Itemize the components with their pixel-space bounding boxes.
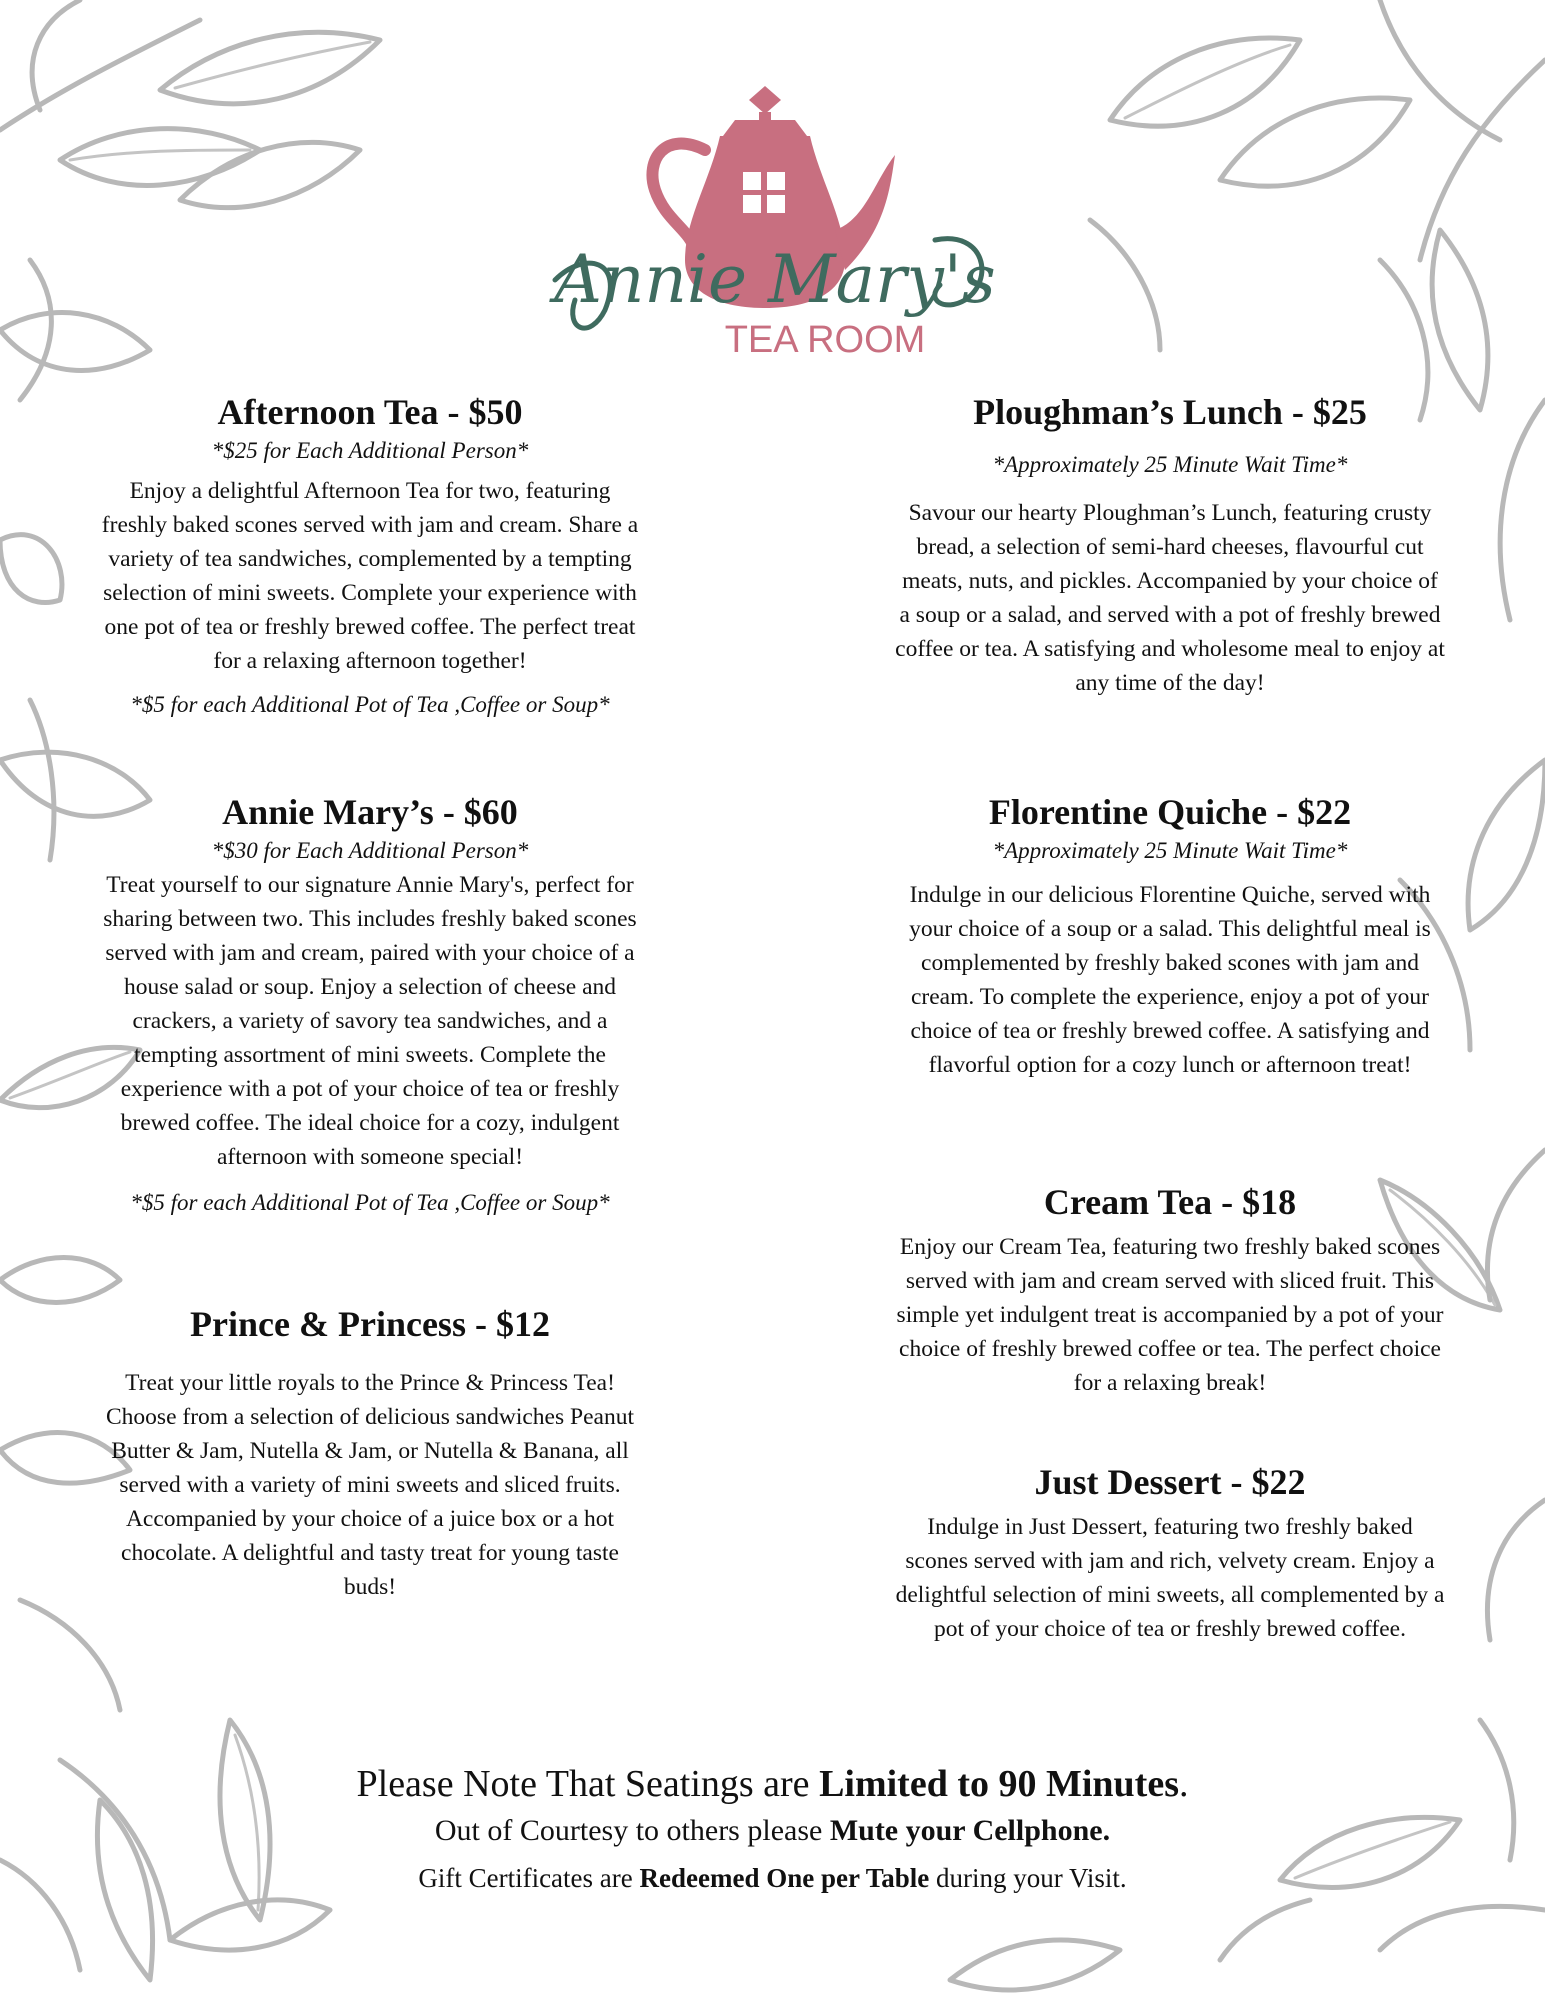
item-wait-note: *Approximately 25 Minute Wait Time* — [992, 838, 1348, 863]
item-description: Enjoy our Cream Tea, featuring two freshly baked scones served with jam and cream served with sliced fruit. This simple yet indulgent treat is accompanied by a pot of your choice of freshly brewed coffee or tea. The perfect choice for a relaxing break! — [896, 1234, 1444, 1396]
teapot-logo-icon — [545, 80, 1005, 370]
notice-text: Gift Certificates are — [418, 1863, 640, 1893]
item-title: Ploughman’s Lunch - $25 — [973, 392, 1367, 432]
leaf-sprig-top-left — [0, 0, 380, 400]
item-title: Prince & Princess - $12 — [190, 1304, 550, 1344]
menu-item-ploughmans-lunch — [895, 390, 1445, 700]
menu-item-just-dessert — [895, 1460, 1445, 1646]
notice-text: . — [1179, 1763, 1189, 1805]
item-description: Treat your little royals to the Prince & Princess Tea! Choose from a selection of delicious sandwiches Peanut Butter & Jam, Nutella & Jam, or Nutella & Banana, all served with a variety of mini sweets and sliced fruits. Accompanied by your choice of a juice box or a hot chocolate. A delightful and tasty treat for young taste buds! — [106, 1370, 634, 1600]
leaf-sprig-top-right — [1090, 0, 1545, 420]
notice-emphasis: Redeemed One per Table — [639, 1863, 930, 1893]
brand-logo — [545, 80, 1005, 370]
item-description: Enjoy a delightful Afternoon Tea for two, featuring freshly baked scones served with jam and cream. Share a variety of tea sandwiches, complemented by a tempting selection of mini sweets. Complete your experience with one pot of tea or freshly brewed coffee. The perfect treat for a relaxing afternoon together! — [101, 478, 639, 674]
item-wait-note: *Approximately 25 Minute Wait Time* — [992, 452, 1348, 477]
notice-text: Out of Courtesy to others please — [434, 1814, 830, 1847]
item-extra-note: *$5 for each Additional Pot of Tea ,Coffee or Soup* — [130, 1190, 610, 1215]
notice-text: during your Visit. — [929, 1863, 1127, 1893]
menu-item-annie-marys — [95, 790, 645, 1220]
item-title: Just Dessert - $22 — [1034, 1462, 1306, 1502]
menu-item-prince-princess — [95, 1302, 645, 1604]
seating-limit-notice — [0, 1760, 1545, 1808]
notice-text: Please Note That Seatings are — [356, 1763, 820, 1805]
item-description: Indulge in our delicious Florentine Quiche, served with your choice of a soup or a salad. This delightful meal is complemented by freshly baked scones with jam and cream. To complete the experience, enjoy a pot of your choice of tea or freshly brewed coffee. A satisfying and flavorful option for a cozy lunch or afternoon treat! — [909, 882, 1431, 1078]
item-price-note: *$30 for Each Additional Person* — [211, 838, 529, 863]
item-price-note: *$25 for Each Additional Person* — [211, 438, 529, 463]
item-description: Treat yourself to our signature Annie Mary's, perfect for sharing between two. This includes freshly baked scones served with jam and cream, paired with your choice of a house salad or soup. Enjoy a selection of cheese and crackers, a variety of savory tea sandwiches, and a tempting assortment of mini sweets. Complete the experience with a pot of your choice of tea or freshly brewed coffee. The ideal choice for a cozy, indulgent afternoon with someone special! — [103, 872, 637, 1170]
brand-subtitle: TEA ROOM — [724, 319, 926, 361]
item-title: Florentine Quiche - $22 — [988, 792, 1352, 832]
brand-name: Annie Mary's — [554, 241, 996, 318]
item-description: Savour our hearty Ploughman’s Lunch, featuring crusty bread, a selection of semi-hard cheeses, flavourful cut meats, nuts, and pickles. Accompanied by your choice of a soup or a salad, and served with a pot of freshly brewed coffee or tea. A satisfying and wholesome meal to enjoy at any time of the day! — [895, 500, 1445, 696]
cellphone-notice — [0, 1808, 1545, 1854]
menu-item-florentine-quiche — [895, 790, 1445, 1082]
notice-emphasis: Mute your Cellphone. — [829, 1814, 1111, 1847]
policy-notice — [0, 1760, 1545, 1902]
item-title: Cream Tea - $18 — [1043, 1182, 1297, 1222]
item-title: Afternoon Tea - $50 — [217, 392, 523, 432]
notice-emphasis: Limited to 90 Minutes — [819, 1763, 1179, 1805]
gift-certificate-notice — [0, 1854, 1545, 1902]
menu-item-cream-tea — [895, 1180, 1445, 1400]
menu-item-afternoon-tea — [95, 390, 645, 722]
item-extra-note: *$5 for each Additional Pot of Tea ,Coffee or Soup* — [130, 692, 610, 717]
item-description: Indulge in Just Dessert, featuring two freshly baked scones served with jam and rich, velvety cream. Enjoy a delightful selection of mini sweets, all complemented by a pot of your choice of tea or freshly brewed coffee. — [895, 1514, 1445, 1642]
item-title: Annie Mary’s - $60 — [222, 792, 518, 832]
